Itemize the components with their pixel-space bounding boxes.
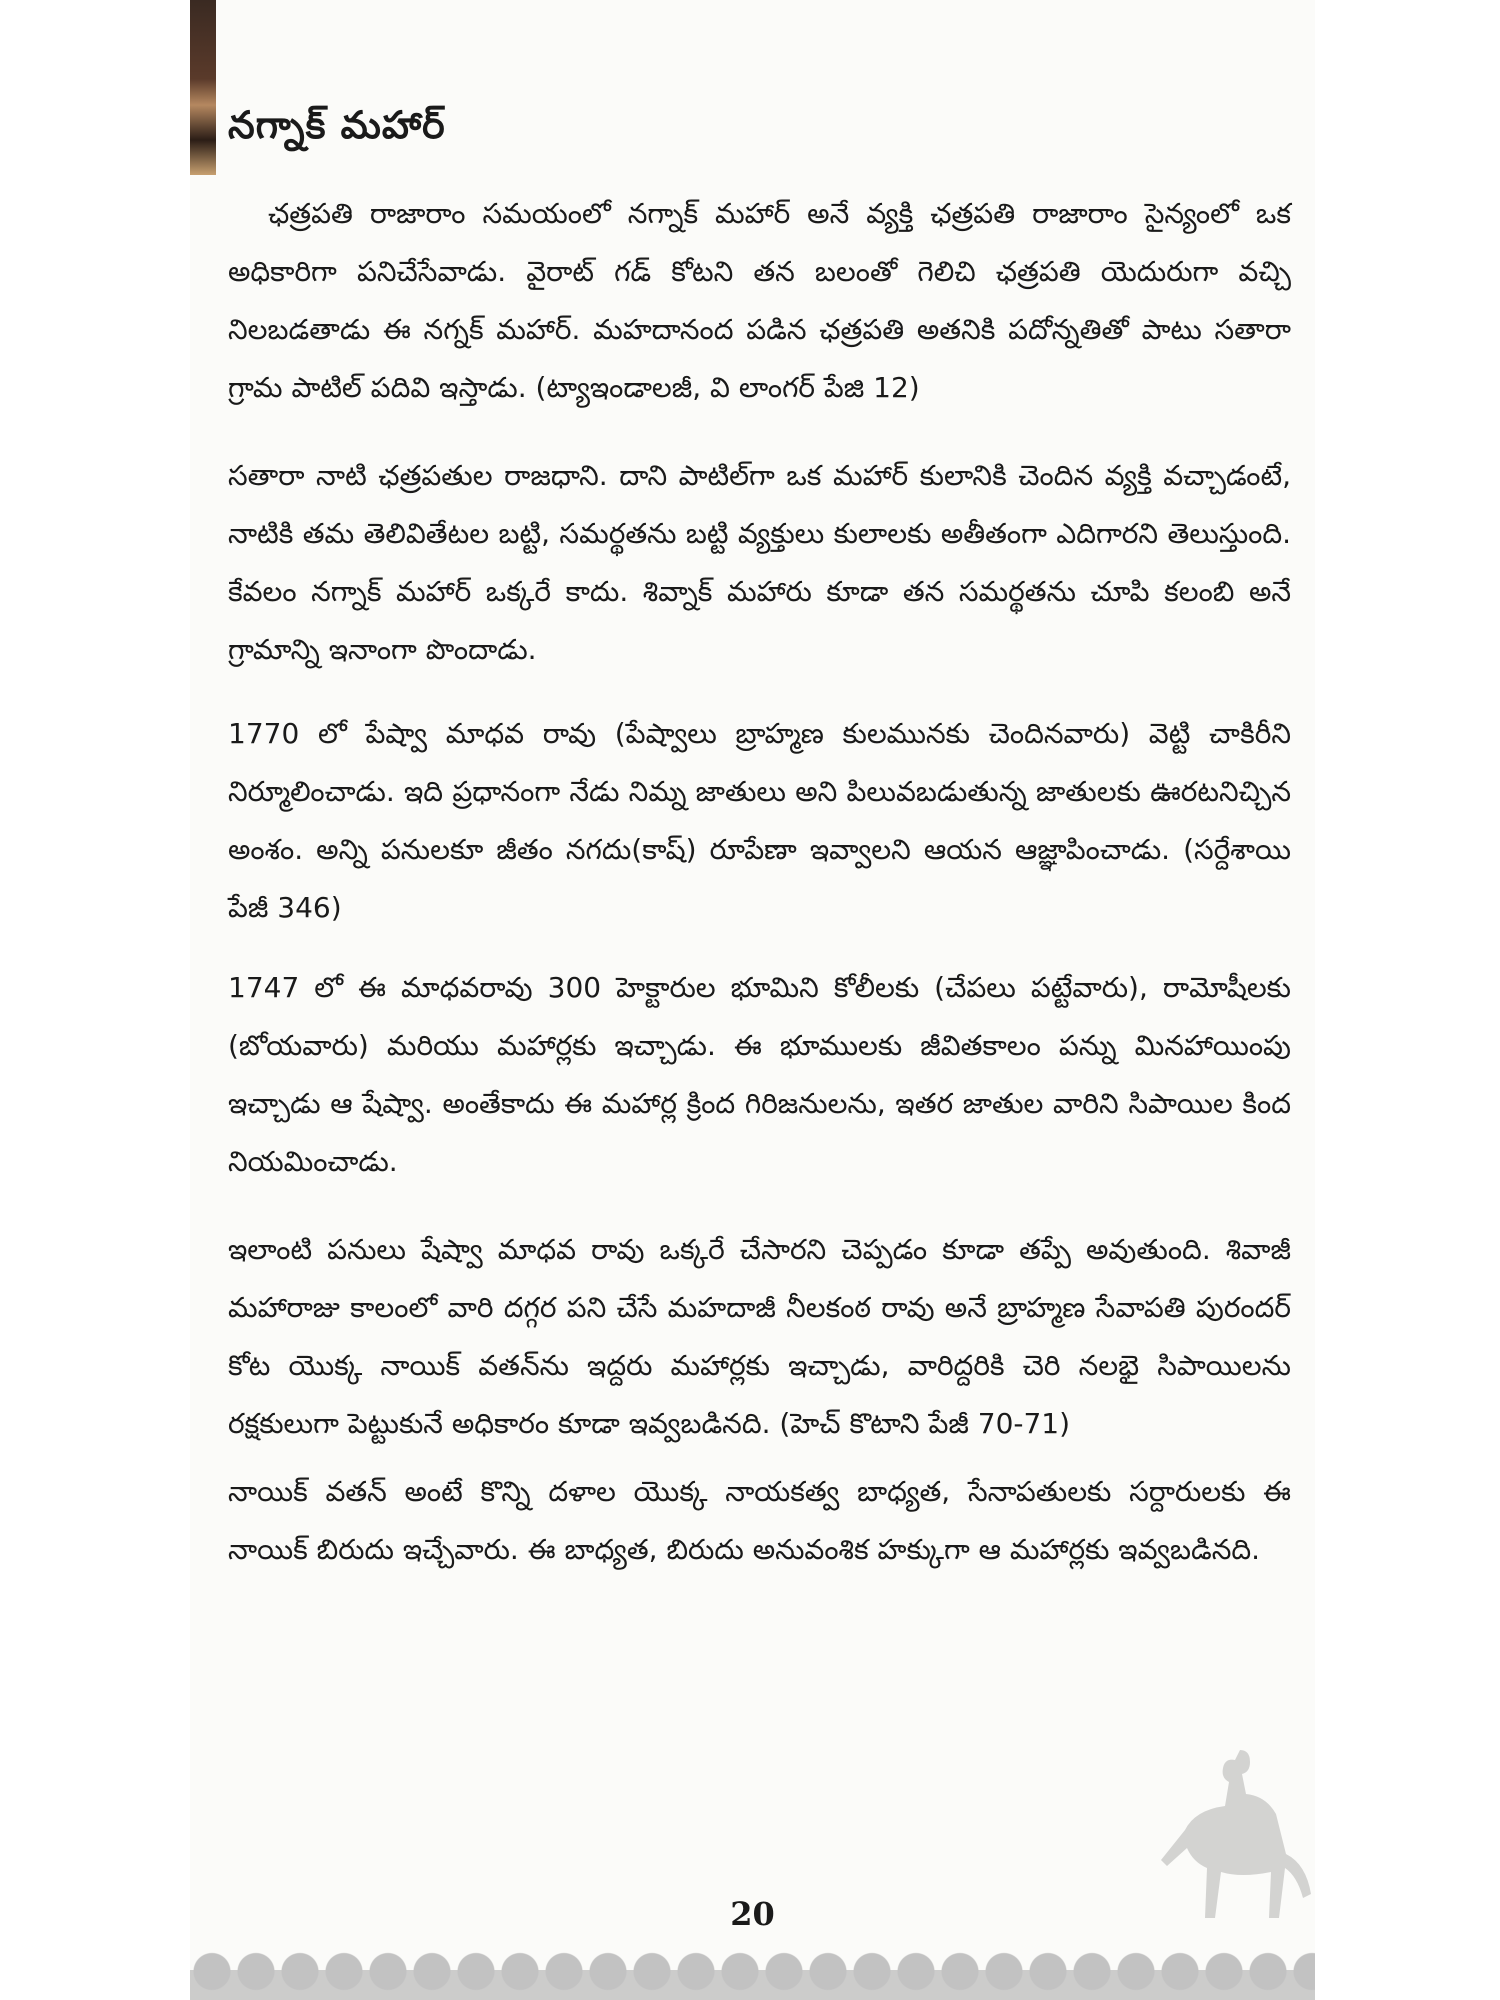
page-number: 20 — [730, 1895, 775, 1933]
paragraph-3: 1770 లో పేష్వా మాధవ రావు (పేష్వాలు బ్రాహ్మణ కులమునకు చెందినవారు) వెట్టి చాకిరీని నిర్మూలించాడు. ఇది ప్రధానంగా నేడు నిమ్న జాతులు అని పిలువబడుతున్న జాతులకు ఊరటనిచ్చిన అంశం. అన్ని పనులకూ జీతం నగదు(కాష్) రూపేణా ఇవ్వాలని ఆయన ఆజ్ఞాపించాడు. (సర్దేశాయి పేజీ 346) — [228, 717, 1291, 924]
page-body — [228, 185, 1291, 1579]
page-title: నగ్నాక్ మహార్ — [228, 103, 446, 147]
fort-border-decoration — [190, 1938, 1315, 2000]
paragraph-6: నాయిక్ వతన్ అంటే కొన్ని దళాల యొక్క నాయకత్వ బాధ్యత, సేనాపతులకు సర్దారులకు ఈ నాయిక్ బిరుదు ఇచ్చేవారు. ఈ బాధ్యత, బిరుదు అనువంశిక హక్కుగా ఆ మహార్లకు ఇవ్వబడినది. — [228, 1475, 1292, 1566]
paragraph-4: 1747 లో ఈ మాధవరావు 300 హెక్టారుల భూమిని కోలీలకు (చేపలు పట్టేవారు), రామోషీలకు (బోయవారు) మరియు మహార్లకు ఇచ్చాడు. ఈ భూములకు జీవితకాలం పన్ను మినహాయింపు ఇచ్చాడు ఆ షేష్వా. అంతేకాదు ఈ మహార్ల క్రింద గిరిజనులను, ఇతర జాతుల వారిని సిపాయిల కింద నియమించాడు. — [228, 971, 1291, 1178]
paragraph-5: ఇలాంటి పనులు షేష్వా మాధవ రావు ఒక్కరే చేసారని చెప్పడం కూడా తప్పే అవుతుంది. శివాజీ మహారాజు కాలంలో వారి దగ్గర పని చేసే మహదాజీ నీలకంఠ రావు అనే బ్రాహ్మణ సేవాపతి పురందర్ కోట యొక్క నాయిక్ వతన్‌ను ఇద్దరు మహార్లకు ఇచ్చాడు, వారిద్దరికి చెరి నలభై సిపాయిలను రక్షకులుగా పెట్టుకునే అధికారం కూడా ఇవ్వబడినది. (హెచ్ కొటాని పేజీ 70-71) — [228, 1233, 1291, 1440]
paragraph-2: సతారా నాటి ఛత్రపతుల రాజధాని. దాని పాటిల్‌గా ఒక మహార్ కులానికి చెందిన వ్యక్తి వచ్చాడంటే, నాటికి తమ తెలివితేటల బట్టి, సమర్థతను బట్టి వ్యక్తులు కులాలకు అతీతంగా ఎదిగారని తెలుస్తుంది. కేవలం నగ్నాక్ మహార్ ఒక్కరే కాదు. శివ్నాక్ మహారు కూడా తన సమర్థతను చూపి కలంబి అనే గ్రామాన్ని ఇనాంగా పొందాడు. — [228, 459, 1291, 666]
corner-portrait-image — [190, 0, 216, 175]
book-page — [190, 0, 1315, 2000]
paragraph-1: ఛత్రపతి రాజారాం సమయంలో నగ్నాక్ మహార్ అనే వ్యక్తి ఛత్రపతి రాజారాం సైన్యంలో ఒక అధికారిగా పనిచేసేవాడు. వైరాట్ గడ్ కోటని తన బలంతో గెలిచి ఛత్రపతి యెదురుగా వచ్చి నిలబడతాడు ఈ నగ్నక్ మహార్. మహదానంద పడిన ఛత్రపతి అతనికి పదోన్నతితో పాటు సతారా గ్రామ పాటిల్ పదివి ఇస్తాడు. (ట్యాఇండాలజీ, వి లాంగర్ పేజి 12) — [228, 197, 1291, 404]
